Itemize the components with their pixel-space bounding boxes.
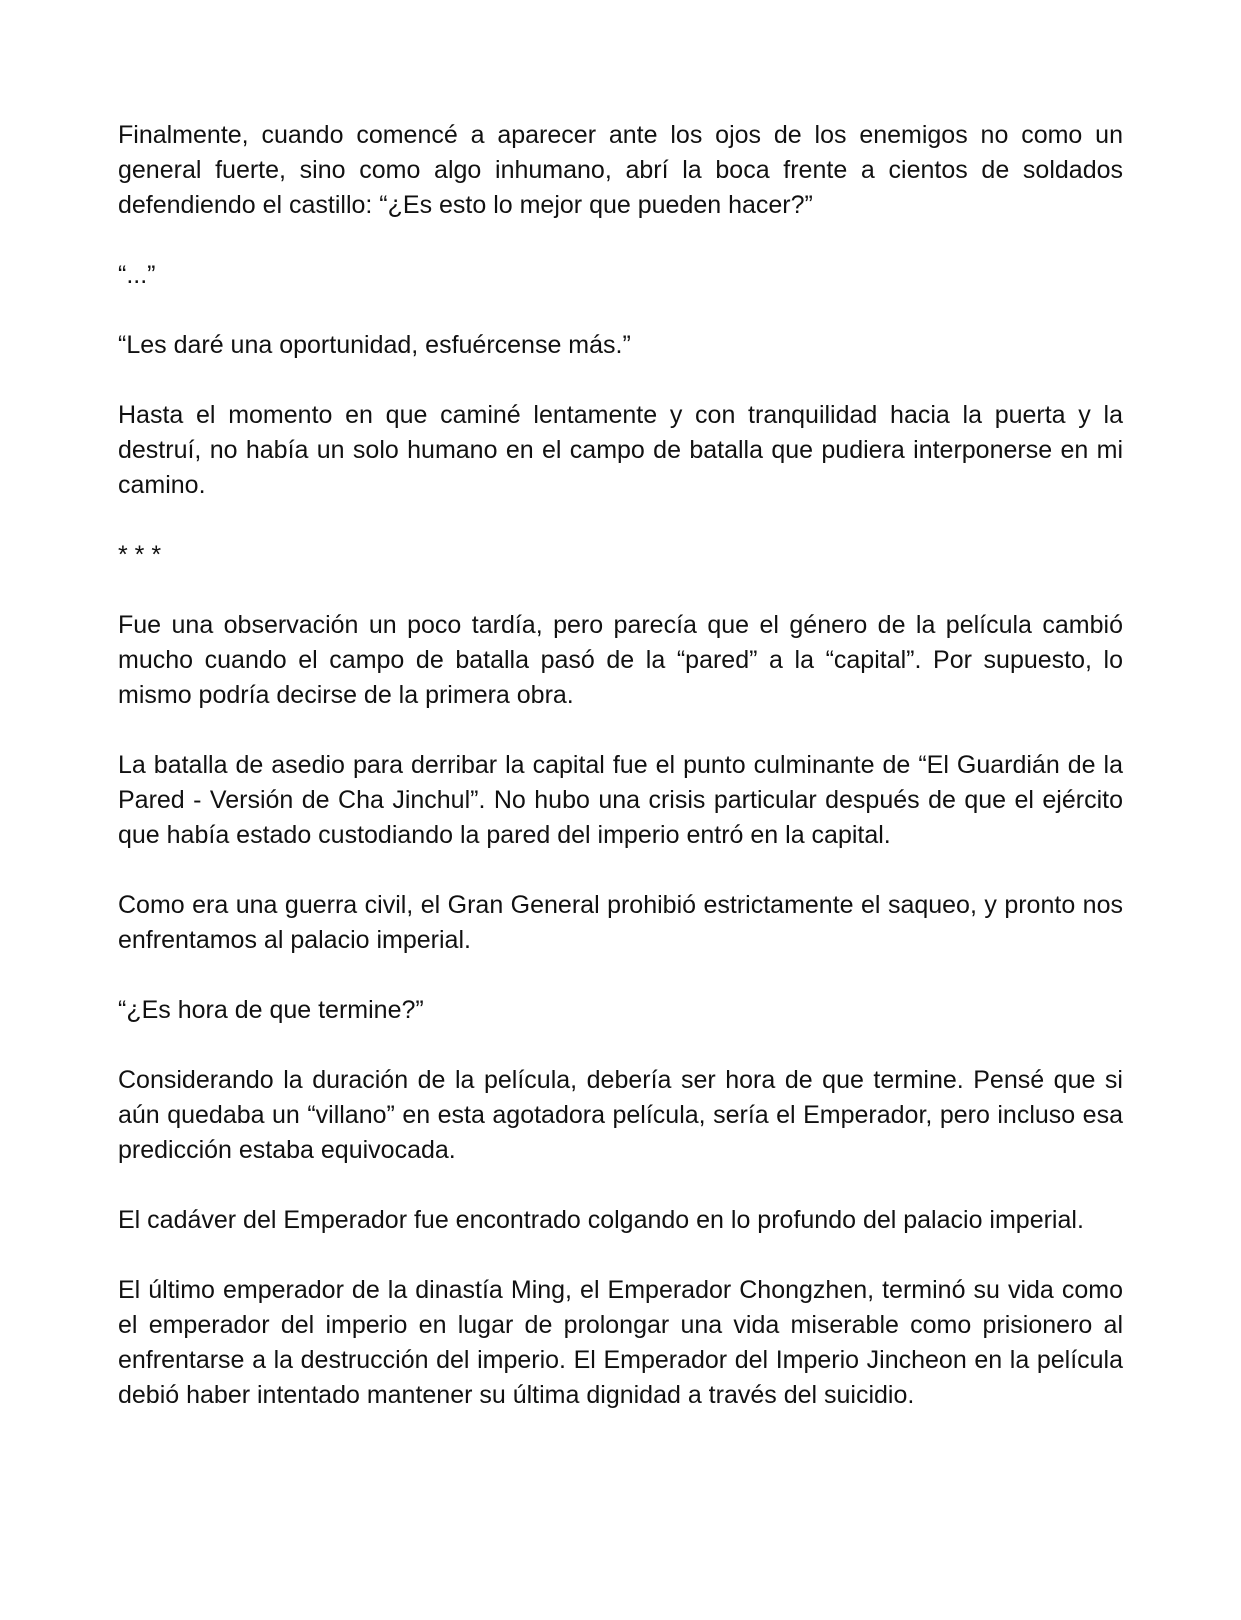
paragraph-8: Como era una guerra civil, el Gran General prohibió estrictamente el saqueo, y pronto nos enfrentamos al palacio imperial. bbox=[118, 891, 1123, 954]
document-page bbox=[118, 118, 1123, 1448]
paragraph-12: El último emperador de la dinastía Ming, el Emperador Chongzhen, terminó su vida como el emperador del imperio en lugar de prolongar una vida miserable como prisionero al enfrentarse a la destrucción del imperio. El Emperador del Imperio Jincheon en la película debió haber intentado mantener su última dignidad a través del suicidio. bbox=[118, 1276, 1123, 1409]
paragraph-11: El cadáver del Emperador fue encontrado colgando en lo profundo del palacio imperial. bbox=[118, 1206, 1084, 1234]
paragraph-10: Considerando la duración de la película, debería ser hora de que termine. Pensé que si aún quedaba un “villano” en esta agotadora película, sería el Emperador, pero incluso esa predicción estaba equivocada. bbox=[118, 1066, 1123, 1164]
paragraph-9-dialogue: “¿Es hora de que termine?” bbox=[118, 996, 424, 1024]
paragraph-3-dialogue: “Les daré una oportunidad, esfuércense más.” bbox=[118, 331, 631, 359]
section-separator: * * * bbox=[118, 541, 162, 569]
paragraph-7: La batalla de asedio para derribar la capital fue el punto culminante de “El Guardián de la Pared - Versión de Cha Jinchul”. No hubo una crisis particular después de que el ejército que había estado custodiando la pared del imperio entró en la capital. bbox=[118, 751, 1123, 849]
paragraph-2-ellipsis-dialogue: “...” bbox=[118, 261, 156, 289]
paragraph-6: Fue una observación un poco tardía, pero parecía que el género de la película cambió mucho cuando el campo de batalla pasó de la “pared” a la “capital”. Por supuesto, lo mismo podría decirse de la primera obra. bbox=[118, 611, 1123, 709]
paragraph-1: Finalmente, cuando comencé a aparecer ante los ojos de los enemigos no como un general fuerte, sino como algo inhumano, abrí la boca frente a cientos de soldados defendiendo el castillo: “¿Es esto lo mejor que pueden hacer?” bbox=[118, 121, 1123, 219]
paragraph-4: Hasta el momento en que caminé lentamente y con tranquilidad hacia la puerta y la destruí, no había un solo humano en el campo de batalla que pudiera interponerse en mi camino. bbox=[118, 401, 1123, 499]
